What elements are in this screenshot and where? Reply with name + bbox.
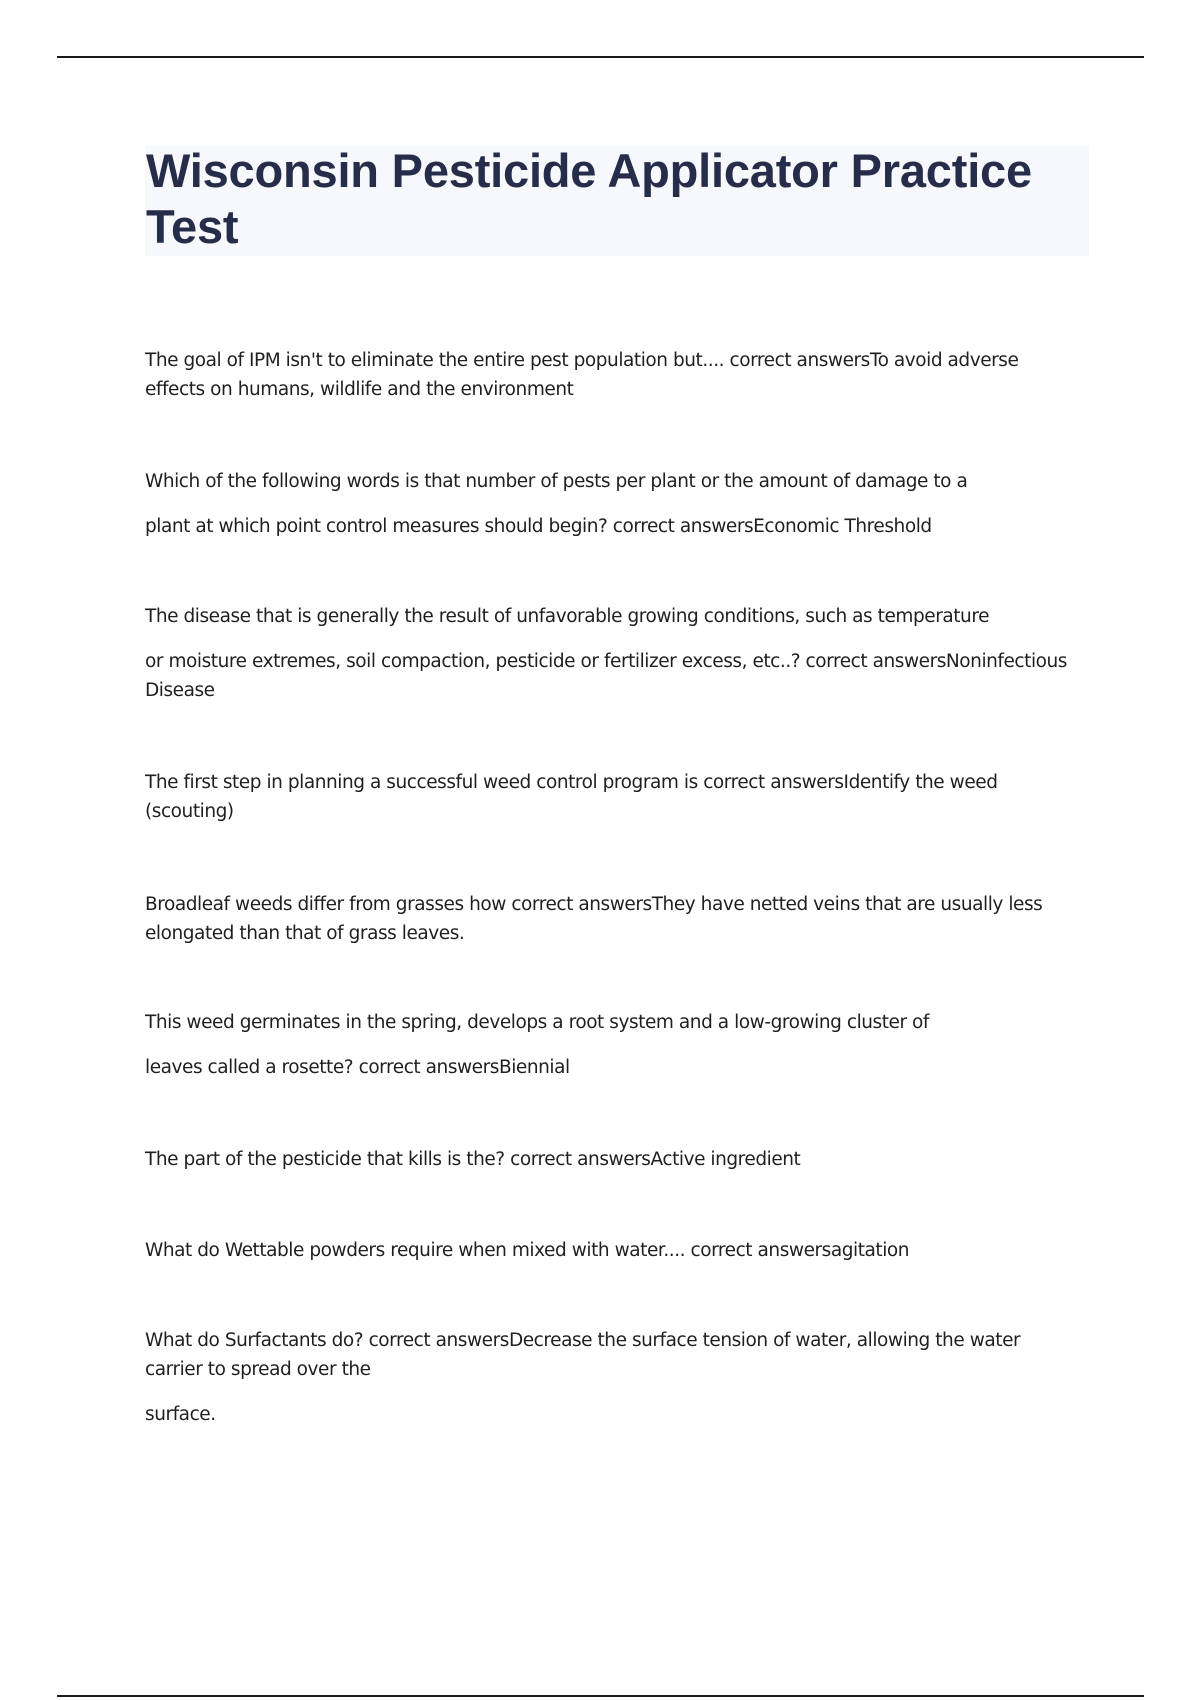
qa-item-8 [145, 1236, 1090, 1265]
qa-item-5 [145, 890, 1090, 948]
bottom-divider [57, 1695, 1144, 1697]
qa-line: elongated than that of grass leaves. [145, 923, 465, 944]
qa-item-9 [145, 1326, 1090, 1429]
page-title: Wisconsin Pesticide Applicator Practice Test [146, 144, 1032, 253]
qa-line: leaves called a rosette? correct answersBiennial [145, 1057, 570, 1078]
qa-line: The goal of IPM isn't to eliminate the entire pest population but.... correct answersTo avoid adverse [145, 350, 1019, 371]
qa-line: (scouting) [145, 801, 234, 822]
qa-item-7 [145, 1145, 1090, 1174]
qa-line: effects on humans, wildlife and the environment [145, 379, 574, 400]
qa-line: surface. [145, 1404, 216, 1425]
qa-line: Broadleaf weeds differ from grasses how correct answersThey have netted veins that are usually less [145, 894, 1043, 915]
qa-item-3 [145, 602, 1090, 705]
qa-line: or moisture extremes, soil compaction, pesticide or fertilizer excess, etc..? correct answersNoninfectious [145, 651, 1067, 672]
qa-item-2 [145, 467, 1090, 541]
qa-line: Which of the following words is that number of pests per plant or the amount of damage to a [145, 471, 968, 492]
qa-line: What do Wettable powders require when mixed with water.... correct answersagitation [145, 1240, 910, 1261]
qa-item-1 [145, 346, 1090, 404]
qa-line: The first step in planning a successful weed control program is correct answersIdentify the weed [145, 772, 998, 793]
qa-line: The part of the pesticide that kills is the? correct answersActive ingredient [145, 1149, 801, 1170]
qa-line: plant at which point control measures should begin? correct answersEconomic Threshold [145, 516, 932, 537]
qa-line: What do Surfactants do? correct answersDecrease the surface tension of water, allowing the water [145, 1330, 1021, 1351]
qa-line: Disease [145, 680, 215, 701]
top-divider [57, 56, 1144, 58]
qa-line: This weed germinates in the spring, develops a root system and a low-growing cluster of [145, 1012, 929, 1033]
qa-item-4 [145, 768, 1090, 826]
qa-item-6 [145, 1008, 1090, 1082]
qa-line: carrier to spread over the [145, 1359, 371, 1380]
qa-line: The disease that is generally the result of unfavorable growing conditions, such as temperature [145, 606, 989, 627]
